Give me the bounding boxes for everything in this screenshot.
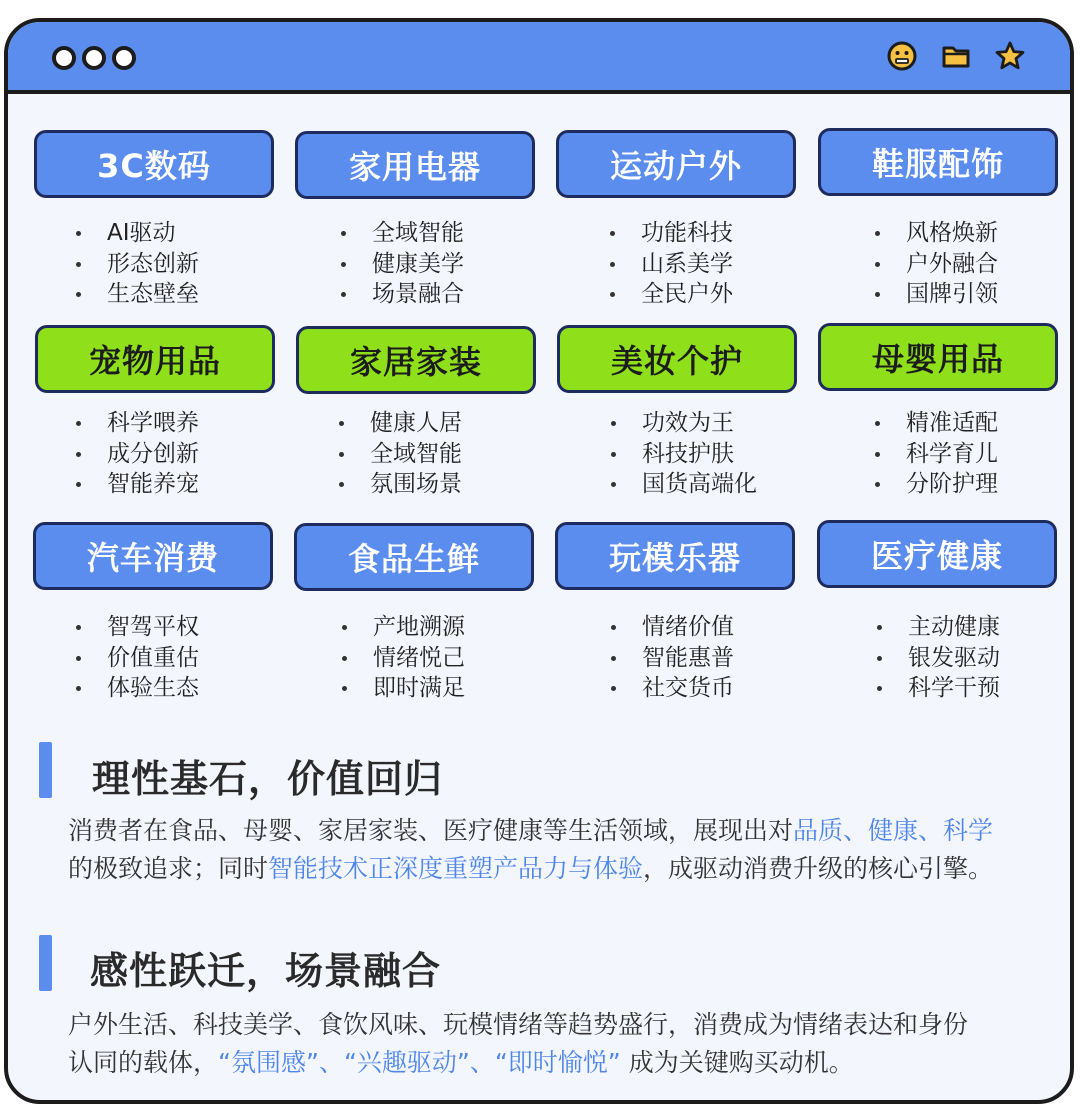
list-item: 分阶护理	[875, 469, 998, 500]
folder-icon[interactable]	[940, 40, 972, 72]
list-item: 情绪悦己	[342, 643, 465, 674]
star-icon[interactable]	[994, 40, 1026, 72]
list-item: 智能养宠	[76, 469, 199, 500]
category-pets[interactable]: 宠物用品	[35, 325, 275, 393]
highlight-text: “兴趣驱动”	[343, 1048, 470, 1077]
section-title-emotional: 感性跃迁，场景融合	[90, 949, 442, 993]
list-healthcare	[877, 612, 1000, 704]
list-item: 科技护肤	[611, 439, 757, 470]
category-apparel[interactable]: 鞋服配饰	[818, 128, 1058, 196]
list-item: 主动健康	[877, 612, 1000, 643]
face-icon[interactable]	[886, 40, 918, 72]
category-food-fresh[interactable]: 食品生鲜	[294, 523, 534, 591]
category-beauty[interactable]: 美妆个护	[557, 325, 797, 393]
list-food-fresh	[342, 612, 465, 704]
highlight-text: “即时愉悦”	[494, 1048, 621, 1077]
list-home-furnishing	[339, 408, 462, 500]
list-item: 功能科技	[610, 218, 733, 249]
category-3c[interactable]: 3C数码	[34, 130, 274, 198]
list-item: 智能惠普	[611, 643, 734, 674]
list-item: 全域智能	[339, 439, 462, 470]
list-item: 体验生态	[76, 673, 199, 704]
category-home-furnishing[interactable]: 家居家装	[296, 326, 536, 394]
category-sports-outdoor[interactable]: 运动户外	[556, 130, 796, 198]
list-item: 价值重估	[76, 643, 199, 674]
list-item: 氛围场景	[339, 469, 462, 500]
list-maternity	[875, 408, 998, 500]
list-item: 情绪价值	[611, 612, 734, 643]
list-sports-outdoor	[610, 218, 733, 310]
section-text-rational	[68, 812, 1074, 888]
paragraph-line: 认同的载体，“氛围感”、“兴趣驱动”、“即时愉悦” 成为关键购买动机。	[68, 1048, 854, 1077]
list-item: 健康人居	[339, 408, 462, 439]
list-item: 科学干预	[877, 673, 1000, 704]
list-beauty	[611, 408, 757, 500]
window-dot-2[interactable]	[82, 46, 106, 70]
list-item: 即时满足	[342, 673, 465, 704]
category-automotive[interactable]: 汽车消费	[33, 522, 273, 590]
list-item: 社交货币	[611, 673, 734, 704]
category-appliances[interactable]: 家用电器	[295, 131, 535, 199]
highlight-text: 品质、健康、科学	[793, 816, 994, 845]
paragraph-line: 消费者在食品、母婴、家居家装、医疗健康等生活领域，展现出对品质、健康、科学	[68, 816, 994, 845]
category-healthcare[interactable]: 医疗健康	[817, 520, 1057, 588]
list-item: 国牌引领	[875, 279, 998, 310]
list-item: 健康美学	[341, 249, 464, 280]
list-item: 成分创新	[76, 439, 199, 470]
list-item: 智驾平权	[76, 612, 199, 643]
list-item: 全民户外	[610, 279, 733, 310]
list-item: 精准适配	[875, 408, 998, 439]
list-item: 全域智能	[341, 218, 464, 249]
list-appliances	[341, 218, 464, 310]
title-bar	[8, 22, 1070, 94]
list-item: AI驱动	[76, 218, 199, 249]
browser-window	[4, 18, 1074, 1104]
list-item: 山系美学	[610, 249, 733, 280]
list-item: 产地溯源	[342, 612, 465, 643]
list-item: 生态壁垒	[76, 279, 199, 310]
list-item: 国货高端化	[611, 469, 757, 500]
window-dot-1[interactable]	[52, 46, 76, 70]
section-marker-2	[39, 935, 52, 991]
category-maternity[interactable]: 母婴用品	[818, 323, 1058, 391]
list-apparel	[875, 218, 998, 310]
list-item: 户外融合	[875, 249, 998, 280]
list-item: 科学育儿	[875, 439, 998, 470]
paragraph-line: 户外生活、科技美学、食饮风味、玩模情绪等趋势盛行，消费成为情绪表达和身份	[68, 1010, 969, 1039]
list-automotive	[76, 612, 199, 704]
list-3c	[76, 218, 199, 310]
list-item: 风格焕新	[875, 218, 998, 249]
list-item: 场景融合	[341, 279, 464, 310]
list-item: 银发驱动	[877, 643, 1000, 674]
list-item: 功效为王	[611, 408, 757, 439]
window-dot-3[interactable]	[112, 46, 136, 70]
section-marker-1	[39, 742, 52, 798]
list-toys-instruments	[611, 612, 734, 704]
list-item: 形态创新	[76, 249, 199, 280]
category-toys-instruments[interactable]: 玩模乐器	[555, 522, 795, 590]
section-title-rational: 理性基石，价值回归	[92, 757, 444, 801]
list-item: 科学喂养	[76, 408, 199, 439]
list-pets	[76, 408, 199, 500]
section-text-emotional	[68, 1006, 1074, 1082]
paragraph-line: 的极致追求；同时智能技术正深度重塑产品力与体验，成驱动消费升级的核心引擎。	[68, 854, 994, 883]
highlight-text: 智能技术正深度重塑产品力与体验	[268, 854, 644, 883]
highlight-text: “氛围感”	[218, 1048, 319, 1077]
